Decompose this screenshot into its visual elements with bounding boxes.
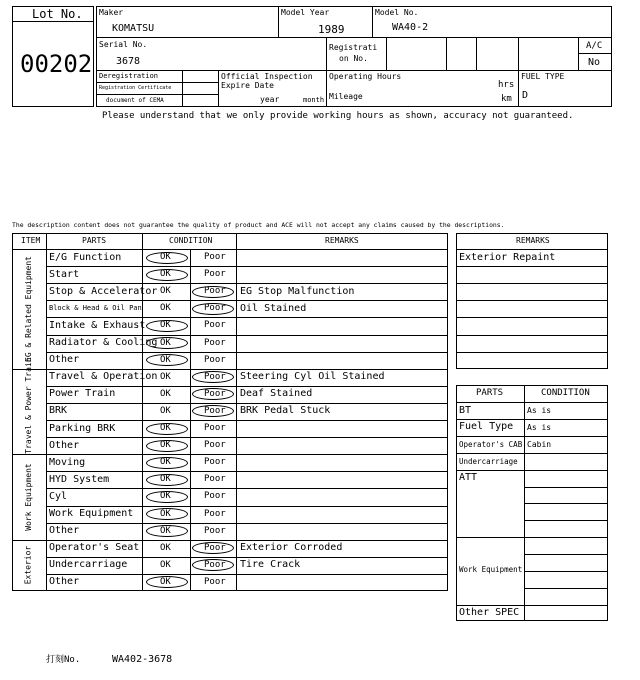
model-no-value: WA40-2	[392, 22, 429, 33]
poor-option: Poor	[204, 491, 226, 502]
ok-circle	[146, 508, 188, 520]
mileage-label: Mileage	[329, 92, 363, 101]
remark-text: EG Stop Malfunction	[240, 285, 355, 297]
poor-option: Poor	[204, 371, 226, 382]
ok-circle	[146, 457, 188, 469]
inspection-label: Official Inspection	[221, 72, 313, 81]
part-name: Undercarriage	[49, 559, 128, 571]
side-part-name: Undercarriage	[459, 456, 518, 466]
ok-circle	[146, 474, 188, 486]
side-parts-header: PARTS	[476, 388, 504, 398]
part-name: Moving	[49, 456, 86, 468]
fuel-type-value: D	[522, 90, 529, 101]
ok-circle	[146, 269, 188, 281]
poor-circle	[192, 303, 234, 315]
inspection-label-2: Expire Date	[221, 81, 274, 90]
side-part-condition: Cabin	[527, 439, 552, 449]
part-name: Intake & Exhaust	[49, 319, 146, 331]
remark-text: Oil Stained	[240, 302, 307, 314]
ok-option: OK	[160, 354, 171, 365]
cema-label: document of CEMA	[106, 97, 164, 104]
stamp-value: WA402-3678	[112, 654, 173, 665]
ok-option: OK	[160, 474, 171, 485]
ok-circle	[146, 491, 188, 503]
ok-circle	[146, 440, 188, 452]
ok-option: OK	[160, 440, 171, 451]
ok-option: OK	[160, 388, 171, 399]
poor-option: Poor	[204, 576, 226, 587]
poor-option: Poor	[204, 269, 226, 280]
ok-option: OK	[160, 252, 171, 262]
model-year-value: 1989	[318, 23, 345, 36]
model-year-label: Model Year	[281, 8, 330, 17]
registration-label: Registrati	[329, 43, 378, 52]
side-part-name: Work Equipment	[459, 565, 523, 574]
ok-circle	[146, 423, 188, 435]
serial-label: Serial No.	[99, 40, 148, 49]
remark-text: Tire Crack	[240, 559, 301, 571]
ok-option: OK	[160, 542, 171, 553]
ac-label: A/C	[586, 41, 603, 51]
poor-option: Poor	[204, 559, 226, 570]
part-name: Other	[49, 439, 80, 451]
ok-option: OK	[160, 559, 171, 570]
part-name: Cyl	[49, 490, 68, 502]
maker-value: KOMATSU	[112, 23, 155, 34]
poor-option: Poor	[204, 405, 226, 416]
part-name: Parking BRK	[49, 422, 116, 434]
part-name: Other	[49, 576, 80, 588]
poor-option: Poor	[204, 252, 226, 262]
ok-circle	[146, 354, 188, 366]
ok-option: OK	[160, 303, 171, 314]
poor-option: Poor	[204, 320, 226, 331]
part-name: Radiator & Cooling	[49, 337, 158, 348]
side-condition-header: CONDITION	[541, 388, 590, 398]
disclaimer: The description content does not guarantee the quality of product and ACE will not accept any claims caused by the descriptions.	[12, 221, 505, 229]
poor-option: Poor	[204, 457, 226, 468]
poor-option: Poor	[204, 508, 226, 519]
ok-circle	[146, 525, 188, 537]
side-part-name: Operator's CAB	[459, 439, 523, 449]
stamp-label: 打刻No.	[46, 655, 81, 665]
part-name: Operator's Seat	[49, 542, 140, 554]
remark-text: Deaf Stained	[240, 388, 313, 400]
ok-circle	[146, 337, 188, 349]
col-parts-header: PARTS	[82, 236, 107, 245]
group-label: Work Equipment	[24, 463, 33, 531]
poor-option: Poor	[204, 440, 226, 451]
reg-certificate-label: Registration Certificate	[99, 85, 172, 91]
part-name: Work Equipment	[49, 508, 134, 519]
part-name: E/G Function	[49, 251, 122, 263]
operating-hours-label: Operating Hours	[329, 72, 402, 81]
part-name: Block & Head & Oil Pan	[49, 304, 142, 313]
km-label: km	[501, 94, 512, 104]
deregistration-label: Deregistration	[99, 72, 159, 80]
remark-text: Exterior Corroded	[240, 542, 343, 554]
poor-option: Poor	[204, 525, 226, 536]
model-no-label: Model No.	[375, 8, 419, 17]
part-name: Travel & Operation	[49, 371, 158, 383]
part-name: Power Train	[49, 388, 116, 400]
poor-option: Poor	[204, 303, 226, 314]
poor-option: Poor	[204, 474, 226, 485]
poor-option: Poor	[204, 423, 226, 433]
side-remarks-header: REMARKS	[516, 236, 550, 245]
ok-option: OK	[160, 269, 171, 280]
ok-option: OK	[160, 491, 171, 502]
ok-option: OK	[160, 457, 171, 468]
poor-option: Poor	[204, 286, 226, 297]
side-part-condition: As is	[527, 406, 552, 415]
ok-option: OK	[160, 337, 171, 348]
poor-option: Poor	[204, 354, 226, 365]
ok-circle	[146, 320, 188, 332]
ok-option: OK	[160, 576, 171, 587]
ok-option: OK	[160, 423, 171, 433]
ok-option: OK	[160, 286, 171, 297]
side-part-condition: As is	[527, 422, 552, 432]
side-part-name: ATT	[459, 472, 478, 484]
part-name: Other	[49, 525, 80, 537]
ok-option: OK	[160, 508, 171, 519]
month-label: month	[303, 96, 325, 104]
year-label: year	[260, 95, 280, 104]
col-remarks-header: REMARKS	[325, 236, 359, 245]
fuel-type-label: FUEL TYPE	[521, 72, 565, 81]
ok-option: OK	[160, 525, 171, 536]
ok-option: OK	[160, 405, 171, 416]
hours-notice: Please understand that we only provide working hours as shown, accuracy not guaranteed.	[102, 111, 574, 121]
hrs-label: hrs	[498, 80, 515, 90]
side-part-name: Fuel Type	[459, 421, 514, 433]
ok-option: OK	[160, 320, 171, 331]
maker-label: Maker	[99, 8, 124, 17]
poor-option: Poor	[204, 337, 226, 348]
group-label: Exterior	[23, 546, 33, 585]
remark-text: Steering Cyl Oil Stained	[240, 371, 385, 383]
col-item-header: ITEM	[21, 236, 41, 245]
group-label: Travel & Power Train	[24, 357, 33, 455]
part-name: Start	[49, 268, 80, 280]
serial-value: 3678	[116, 56, 141, 67]
part-name: Other	[49, 354, 80, 366]
registration-label-2: on No.	[339, 54, 368, 63]
lot-label: Lot No.	[32, 7, 83, 21]
poor-circle	[192, 286, 234, 298]
side-remark-text: Exterior Repaint	[459, 251, 556, 263]
ok-circle	[146, 252, 188, 264]
poor-option: Poor	[204, 542, 226, 553]
part-name: Stop & Accelerator	[49, 285, 158, 297]
ac-value: No	[588, 57, 601, 68]
part-name: HYD System	[49, 473, 110, 485]
col-condition-header: CONDITION	[169, 236, 213, 245]
remark-text: BRK Pedal Stuck	[240, 405, 331, 417]
group-label: EG & Related Equipment	[24, 255, 33, 362]
side-part-name: Other SPEC	[459, 607, 520, 619]
side-part-name: BT	[459, 404, 472, 416]
poor-option: Poor	[204, 388, 226, 399]
part-name: BRK	[49, 405, 68, 417]
ok-option: OK	[160, 371, 171, 382]
lot-number: 00202	[20, 50, 93, 78]
